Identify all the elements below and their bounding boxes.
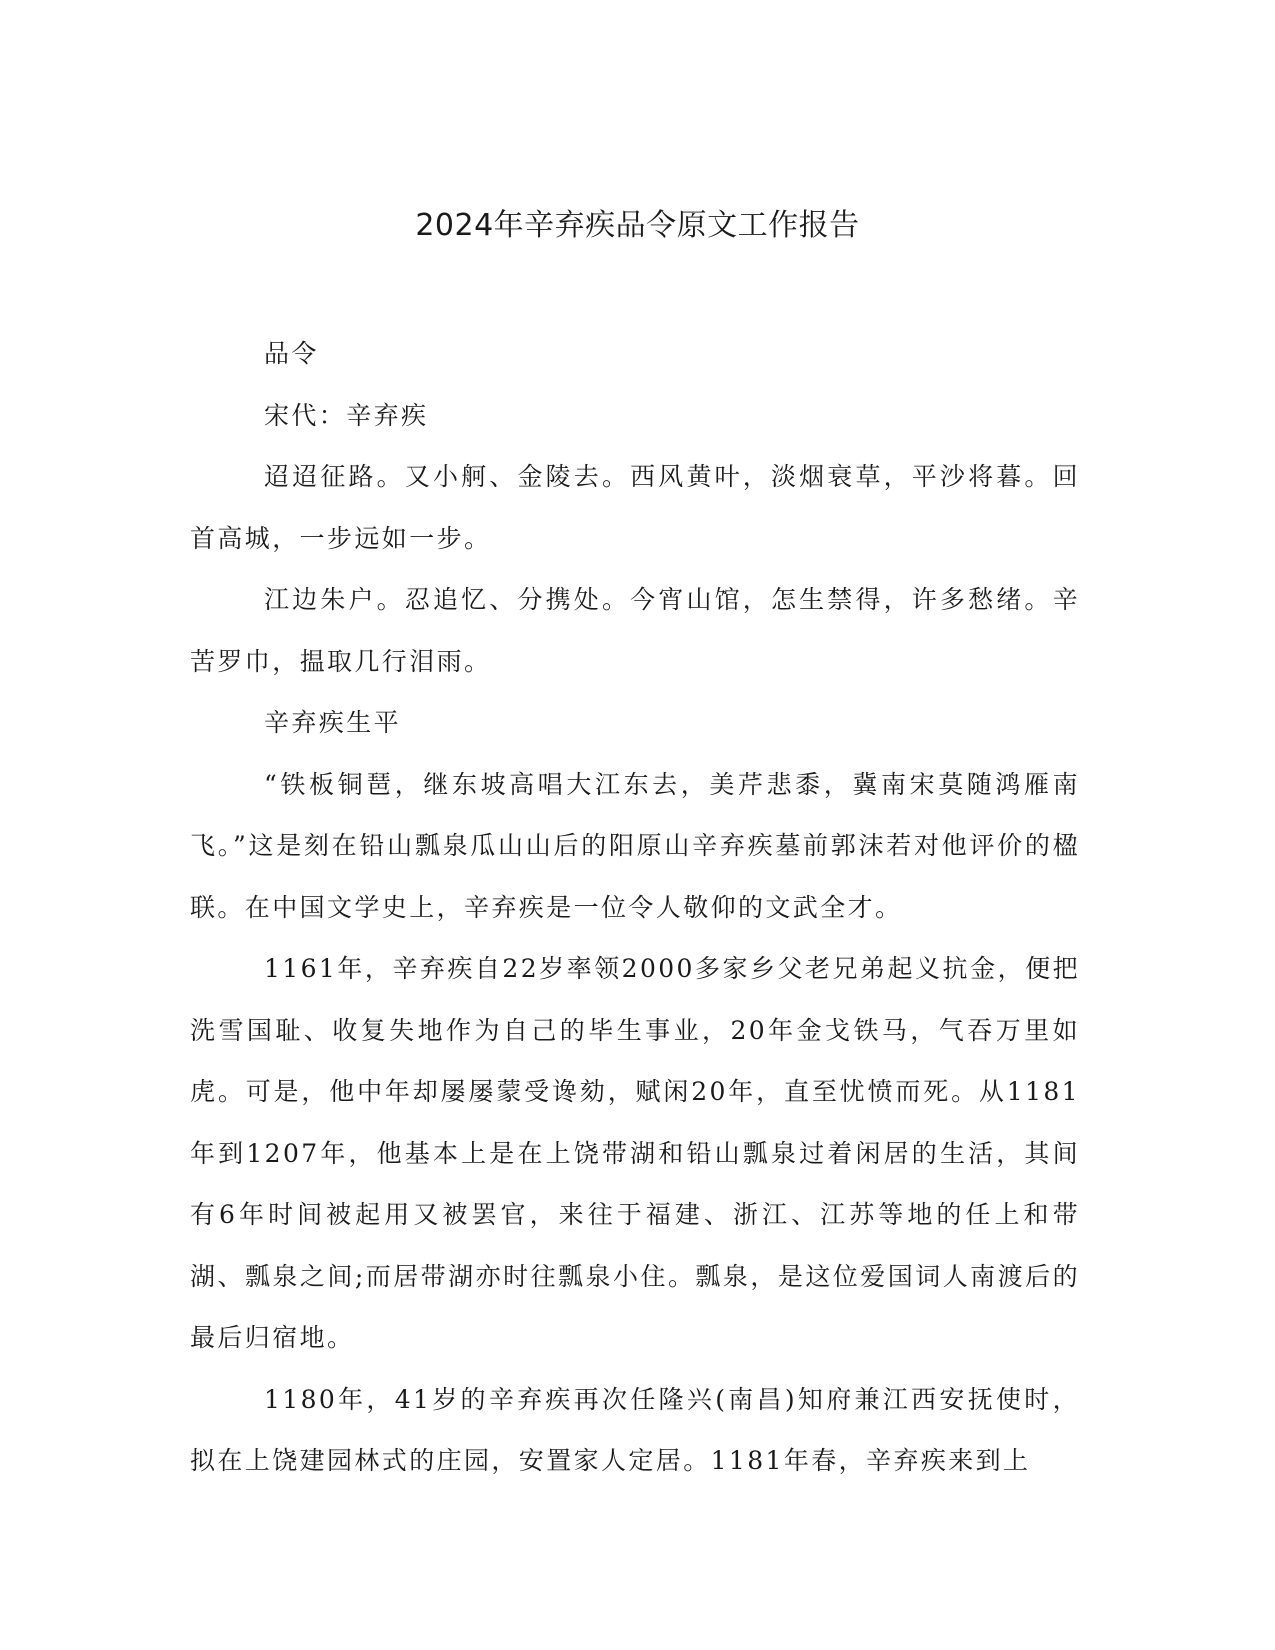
section-heading-poem-title: 品令 [264,339,319,368]
body-paragraph: “铁板铜琶，继东坡高唱大江东去，美芹悲黍，冀南宋莫随鸿雁南飞。”这是刻在铅山瓢泉瓜山山后的阳原山辛弃疾墓前郭沫若对他评价的楹联。在中国文学史上，辛弃疾是一位令人敬仰的文武全才。 [190,769,1080,922]
body-paragraph: 1180年，41岁的辛弃疾再次任隆兴(南昌)知府兼江西安抚使时，拟在上饶建园林式的庄园，安置家人定居。1181年春，辛弃疾来到上 [190,1384,1080,1475]
document-title: 2024年辛弃疾品令原文工作报告 [415,208,860,243]
body-paragraph: 1161年，辛弃疾自22岁率领2000多家乡父老兄弟起义抗金，便把洗雪国耻、收复失地作为自己的毕生事业，20年金戈铁马，气吞万里如虎。可是，他中年却屡屡蒙受谗劾，赋闲20年，直至忧愤而死。从1181年到1207年，他基本上是在上饶带湖和铅山瓢泉过着闲居的生活，其间有6年时间被起用又被罢官，来往于福建、浙江、江苏等地的任上和带湖、瓢泉之间;而居带湖亦时往瓢泉小住。瓢泉，是这位爱国词人南渡后的最后归宿地。 [190,954,1080,1352]
section-heading-biography: 辛弃疾生平 [264,708,402,737]
poem-stanza-1: 迢迢征路。又小舸、金陵去。西风黄叶，淡烟衰草，平沙将暮。回首高城，一步远如一步。 [190,462,1080,553]
poem-stanza-2: 江边朱户。忍追忆、分携处。今宵山馆，怎生禁得，许多愁绪。辛苦罗巾，揾取几行泪雨。 [190,585,1080,676]
poem-author-line: 宋代：辛弃疾 [264,400,429,430]
document-body [190,323,1080,1492]
